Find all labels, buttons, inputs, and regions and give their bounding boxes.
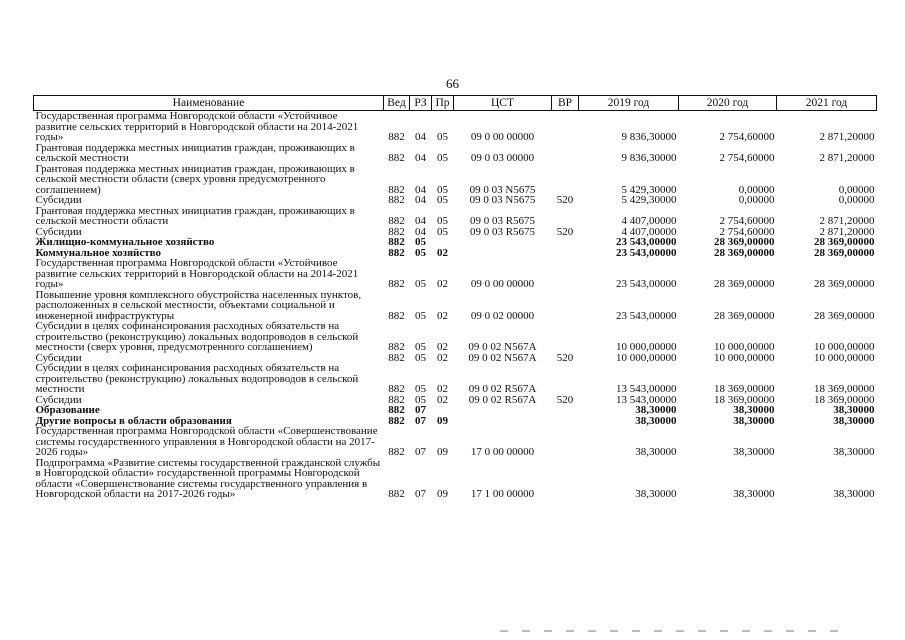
cell-pr: 02 bbox=[437, 383, 448, 395]
cell-ved: 882 bbox=[388, 393, 405, 406]
cell-rz: 04 bbox=[415, 152, 426, 164]
cell-cst bbox=[454, 405, 552, 416]
cell-2020: 2 754,60000 bbox=[719, 225, 775, 238]
cell-cst bbox=[454, 237, 552, 248]
cell-name: Государственная программа Новгородской области «Совершенствование системы государственного управления в Новгородской области на 2017-2026 годы» bbox=[35, 425, 378, 458]
cell-cst: 09 0 03 N5675 bbox=[469, 194, 536, 206]
cell-2019: 9 836,30000 bbox=[621, 152, 677, 164]
cell-2019: 4 407,00000 bbox=[621, 225, 677, 238]
cell-ved: 882 bbox=[388, 236, 405, 248]
cell-cst: 17 1 00 00000 bbox=[470, 488, 535, 500]
cell-rz: 04 bbox=[415, 215, 426, 227]
cell-rz: 07 bbox=[415, 488, 426, 500]
table-row bbox=[34, 405, 877, 416]
cell-2021: 10 000,00000 bbox=[814, 351, 875, 364]
cell-vr bbox=[552, 290, 579, 322]
cell-name: Субсидии bbox=[35, 393, 82, 406]
cell-vr: 520 bbox=[556, 225, 574, 238]
cell-cst: 09 0 02 N567A bbox=[468, 351, 537, 364]
cell-rz: 07 bbox=[415, 446, 426, 458]
cell-vr bbox=[552, 143, 579, 164]
cell-vr: 520 bbox=[556, 393, 574, 406]
cell-2021: 28 369,00000 bbox=[814, 309, 875, 322]
header-pr: Пр bbox=[432, 96, 454, 111]
cell-rz: 05 bbox=[415, 236, 426, 248]
cell-vr: 520 bbox=[556, 194, 574, 206]
table-row bbox=[34, 206, 877, 227]
cell-pr: 05 bbox=[437, 225, 448, 238]
cell-rz: 04 bbox=[415, 131, 426, 143]
cell-cst: 09 0 00 00000 bbox=[470, 131, 535, 143]
cell-ved: 882 bbox=[388, 383, 405, 395]
cell-name: Грантовая поддержка местных инициатив граждан, проживающих в сельской местности bbox=[35, 141, 355, 164]
table-row bbox=[34, 321, 877, 353]
header-cst: ЦСТ bbox=[454, 96, 552, 111]
cell-ved: 882 bbox=[388, 225, 405, 238]
cell-name: Субсидии в целях софинансирования расходных обязательств на строительство (реконструкцию) локальных водопроводов в сельской местности bbox=[35, 362, 359, 395]
page-number: 66 bbox=[446, 76, 459, 91]
cell-pr: 02 bbox=[437, 393, 448, 406]
cell-2020: 2 754,60000 bbox=[719, 215, 775, 227]
cell-2021: 0,00000 bbox=[838, 194, 875, 206]
cell-ved: 882 bbox=[388, 194, 405, 206]
cell-2021: 28 369,00000 bbox=[814, 246, 875, 259]
cell-pr: 09 bbox=[437, 446, 448, 458]
cell-2021: 38,30000 bbox=[833, 414, 875, 427]
cell-2020: 38,30000 bbox=[733, 414, 775, 427]
cell-2021: 38,30000 bbox=[833, 488, 875, 500]
cell-vr bbox=[552, 426, 579, 458]
cell-vr bbox=[552, 458, 579, 500]
header-vr: ВР bbox=[552, 96, 579, 111]
cell-pr: 02 bbox=[437, 246, 448, 259]
cell-vr bbox=[552, 237, 579, 248]
cell-rz: 04 bbox=[415, 225, 426, 238]
cell-2020: 28 369,00000 bbox=[714, 236, 775, 248]
cell-2020: 28 369,00000 bbox=[714, 278, 775, 290]
cell-rz: 07 bbox=[415, 414, 426, 427]
header-ved: Вед bbox=[384, 96, 410, 111]
cell-name: Подпрограмма «Развитие системы государственной гражданской службы в Новгородской области» государственной программы Новгородской области «Совершенствование системы государственного управления в Новгородской области на 2017-2026 годы» bbox=[35, 456, 381, 500]
cell-2020: 2 754,60000 bbox=[719, 152, 775, 164]
cell-cst: 09 0 03 00000 bbox=[470, 152, 535, 164]
cell-2019: 38,30000 bbox=[635, 488, 677, 500]
cell-ved: 882 bbox=[388, 404, 405, 416]
cell-2020: 38,30000 bbox=[733, 446, 775, 458]
table-row bbox=[34, 111, 877, 143]
cell-2020: 18 369,00000 bbox=[714, 393, 775, 406]
cell-rz: 05 bbox=[415, 341, 426, 353]
cell-2019: 10 000,00000 bbox=[616, 351, 677, 364]
cell-2019: 4 407,00000 bbox=[621, 215, 677, 227]
cell-2020: 18 369,00000 bbox=[714, 383, 775, 395]
cell-pr: 02 bbox=[437, 309, 448, 322]
cell-cst: 09 0 00 00000 bbox=[470, 278, 535, 290]
cell-pr: 09 bbox=[437, 414, 448, 427]
header-2021: 2021 год bbox=[777, 96, 877, 111]
cell-cst bbox=[454, 416, 552, 427]
cell-2019: 23 543,00000 bbox=[616, 278, 677, 290]
cell-2019: 23 543,00000 bbox=[616, 246, 677, 259]
cell-2020: 28 369,00000 bbox=[714, 246, 775, 259]
cell-2019: 10 000,00000 bbox=[616, 341, 677, 353]
cell-2019: 23 543,00000 bbox=[616, 236, 677, 248]
cell-pr: 05 bbox=[437, 215, 448, 227]
cell-name: Повышение уровня комплексного обустройства населенных пунктов, расположенных в сельской местности, объектами социальной и инженерной инфраструктуры bbox=[35, 288, 362, 322]
cell-rz: 05 bbox=[415, 278, 426, 290]
cell-name: Грантовая поддержка местных инициатив граждан, проживающих в сельской местности области bbox=[35, 204, 355, 227]
cell-name: Государственная программа Новгородской области «Устойчивое развитие сельских территорий в Новгородской области на 2014-2021 годы» bbox=[35, 257, 359, 290]
cell-pr: 02 bbox=[437, 341, 448, 353]
cell-vr bbox=[552, 405, 579, 416]
table-row bbox=[34, 195, 877, 206]
cell-rz: 05 bbox=[415, 393, 426, 406]
header-2020: 2020 год bbox=[679, 96, 777, 111]
cell-rz: 05 bbox=[415, 383, 426, 395]
cell-2019: 23 543,00000 bbox=[616, 309, 677, 322]
cell-pr: 09 bbox=[437, 488, 448, 500]
cell-cst: 09 0 03 R5675 bbox=[469, 215, 536, 227]
cell-name: Другие вопросы в области образования bbox=[35, 414, 232, 427]
table-row bbox=[34, 458, 877, 500]
cell-2021: 18 369,00000 bbox=[814, 383, 875, 395]
cell-2020: 38,30000 bbox=[733, 404, 775, 416]
cell-vr bbox=[552, 258, 579, 290]
cell-cst: 09 0 03 R5675 bbox=[469, 225, 536, 238]
cell-cst: 09 0 02 R567A bbox=[468, 383, 537, 395]
cell-rz: 04 bbox=[415, 183, 426, 196]
scan-artifact bbox=[500, 630, 840, 632]
cell-vr bbox=[552, 321, 579, 353]
cell-name: Государственная программа Новгородской области «Устойчивое развитие сельских территорий в Новгородской области на 2014-2021 годы» bbox=[35, 110, 359, 143]
cell-2021: 10 000,00000 bbox=[814, 341, 875, 353]
table-row bbox=[34, 143, 877, 164]
cell-vr bbox=[552, 164, 579, 196]
cell-pr bbox=[432, 237, 454, 248]
cell-pr bbox=[432, 405, 454, 416]
cell-name: Субсидии bbox=[35, 194, 82, 206]
cell-name: Грантовая поддержка местных инициатив граждан, проживающих в сельской местности области (сверх уровня предусмотренного соглашением) bbox=[35, 162, 355, 196]
cell-2021: 2 871,20000 bbox=[819, 215, 875, 227]
cell-2021: 28 369,00000 bbox=[814, 236, 875, 248]
cell-2020: 2 754,60000 bbox=[719, 131, 775, 143]
cell-rz: 05 bbox=[415, 246, 426, 259]
cell-2020: 10 000,00000 bbox=[714, 351, 775, 364]
cell-2021: 0,00000 bbox=[838, 183, 875, 196]
cell-cst: 09 0 02 N567A bbox=[468, 341, 537, 353]
cell-2021: 28 369,00000 bbox=[814, 278, 875, 290]
header-name: Наименование bbox=[34, 96, 384, 111]
cell-cst: 09 0 03 N5675 bbox=[469, 183, 536, 196]
cell-2020: 38,30000 bbox=[733, 488, 775, 500]
cell-ved: 882 bbox=[388, 131, 405, 143]
table-row bbox=[34, 164, 877, 196]
cell-ved: 882 bbox=[388, 183, 405, 196]
cell-2019: 13 543,00000 bbox=[616, 383, 677, 395]
cell-pr: 05 bbox=[437, 183, 448, 196]
cell-2020: 0,00000 bbox=[738, 194, 775, 206]
cell-ved: 882 bbox=[388, 215, 405, 227]
cell-ved: 882 bbox=[388, 309, 405, 322]
cell-2019: 9 836,30000 bbox=[621, 131, 677, 143]
cell-2021: 2 871,20000 bbox=[819, 152, 875, 164]
cell-pr: 05 bbox=[437, 194, 448, 206]
cell-rz: 05 bbox=[415, 309, 426, 322]
cell-cst: 09 0 02 00000 bbox=[470, 309, 535, 322]
cell-ved: 882 bbox=[388, 446, 405, 458]
cell-ved: 882 bbox=[388, 246, 405, 259]
cell-ved: 882 bbox=[388, 341, 405, 353]
cell-ved: 882 bbox=[388, 278, 405, 290]
cell-2020: 28 369,00000 bbox=[714, 309, 775, 322]
cell-name: Субсидии в целях софинансирования расходных обязательств на строительство (реконструкцию) локальных водопроводов в сельской местности (сверх уровня, предусмотренного соглашением) bbox=[35, 320, 359, 353]
cell-2019: 5 429,30000 bbox=[621, 183, 677, 196]
table-header-row bbox=[34, 96, 877, 111]
cell-cst: 09 0 02 R567A bbox=[468, 393, 537, 406]
cell-vr bbox=[552, 363, 579, 395]
table-row bbox=[34, 258, 877, 290]
cell-rz: 07 bbox=[415, 404, 426, 416]
table-body bbox=[34, 111, 877, 500]
cell-rz: 05 bbox=[415, 351, 426, 364]
cell-2019: 38,30000 bbox=[635, 414, 677, 427]
cell-vr bbox=[552, 248, 579, 259]
cell-2019: 38,30000 bbox=[635, 404, 677, 416]
header-2019: 2019 год bbox=[579, 96, 679, 111]
cell-ved: 882 bbox=[388, 488, 405, 500]
cell-vr bbox=[552, 416, 579, 427]
header-rz: РЗ bbox=[410, 96, 432, 111]
cell-vr bbox=[552, 206, 579, 227]
cell-2019: 38,30000 bbox=[635, 446, 677, 458]
cell-2019: 13 543,00000 bbox=[616, 393, 677, 406]
cell-ved: 882 bbox=[388, 414, 405, 427]
cell-vr: 520 bbox=[556, 351, 574, 364]
cell-2021: 2 871,20000 bbox=[819, 225, 875, 238]
cell-name: Субсидии bbox=[35, 225, 82, 238]
cell-pr: 05 bbox=[437, 131, 448, 143]
cell-2021: 2 871,20000 bbox=[819, 131, 875, 143]
cell-name: Жилищно-коммунальное хозяйство bbox=[35, 236, 215, 248]
cell-pr: 05 bbox=[437, 152, 448, 164]
cell-name: Субсидии bbox=[35, 351, 82, 364]
cell-2021: 38,30000 bbox=[833, 446, 875, 458]
cell-rz: 04 bbox=[415, 194, 426, 206]
table-row bbox=[34, 237, 877, 248]
cell-name: Образование bbox=[35, 404, 100, 416]
cell-2021: 18 369,00000 bbox=[814, 393, 875, 406]
cell-2020: 10 000,00000 bbox=[714, 341, 775, 353]
cell-2019: 5 429,30000 bbox=[621, 194, 677, 206]
cell-cst: 17 0 00 00000 bbox=[470, 446, 535, 458]
cell-2021: 38,30000 bbox=[833, 404, 875, 416]
cell-2020: 0,00000 bbox=[738, 183, 775, 196]
cell-ved: 882 bbox=[388, 152, 405, 164]
cell-name: Коммунальное хозяйство bbox=[35, 246, 162, 259]
table-row bbox=[34, 363, 877, 395]
cell-pr: 02 bbox=[437, 351, 448, 364]
table-row bbox=[34, 290, 877, 322]
cell-vr bbox=[552, 111, 579, 143]
cell-cst bbox=[454, 248, 552, 259]
cell-pr: 02 bbox=[437, 278, 448, 290]
budget-table bbox=[33, 95, 877, 500]
cell-ved: 882 bbox=[388, 351, 405, 364]
table-row bbox=[34, 426, 877, 458]
